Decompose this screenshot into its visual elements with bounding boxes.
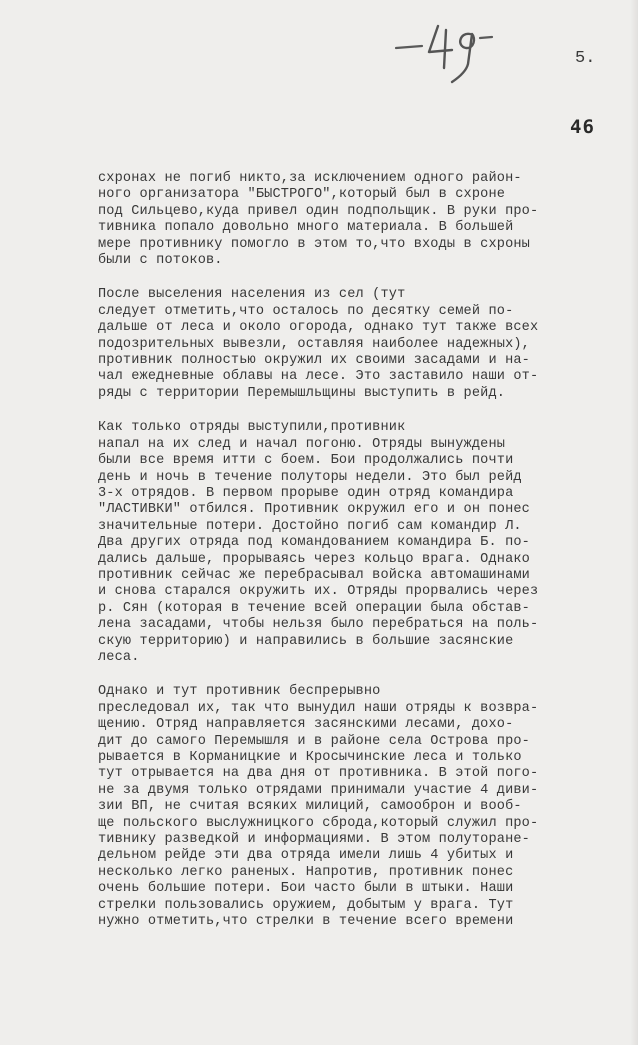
folio-number: 46 — [570, 116, 595, 138]
paragraph-1: схронах не погиб никто,за исключением одного район- ного организатора "БЫСТРОГО",который был в схроне под Сильцево,куда привел один подпольщик. В руки про- тивника попало довольно много материала. В большей мере противнику помогло в этом то,что входы в схроны были с потоков. — [98, 171, 539, 269]
handwritten-page-number — [388, 16, 508, 88]
paragraph-3: Как только отряды выступили,противник напал на их след и начал погоню. Отряды вынуждены были все время итти с боем. Бои продолжались почти день и ночь в течение полуторы недели. Это был рейд 3-х отрядов. В первом прорыве один отряд командира "ЛАСТИВКИ" отбился. Противник окружил его и он понес значительные потери. Достойно погиб сам командир Л. Два других отряда под командованием командира Б. по- дались дальше, прорываясь через кольцо врага. Однако противник сейчас же перебрасывал войска автомашинами и снова старался окружить их. Отряды прорвались через р. Сян (которая в течение всей операции была обстав- лена засадами, чтобы нельзя было перебраться на поль- скую территорию) и направились в большие засянские леса. — [98, 420, 539, 665]
page-edge-shadow — [630, 0, 638, 1045]
paragraph-4: Однако и тут противник беспрерывно преследовал их, так что вынудил наши отряды к возвра- щению. Отряд направляется засянскими лесами, дохо- дит до самого Перемышля и в районе села Острова про- рывается в Корманицкие и Кросычинские леса и только тут отрывается на два дня от противника. В этой пого- не за двумя только отрядами принимали участие 4 диви- зии ВП, не считая всяких милиций, самооброн и вооб- ще польского выслужницкого сброда,который служил про- тивнику разведкой и информациями. В этом полуторане- дельном рейде эти два отряда имели лишь 4 убитых и несколько легко раненых. Напротив, противник понес очень большие потери. Бои часто были в штыки. Наши стрелки пользовались оружием, добытым у врага. Тут нужно отметить,что стрелки в течение всего времени — [98, 684, 539, 930]
handwritten-number-drawing — [388, 16, 508, 88]
paragraph-2: После выселения населения из сел (тут следует отметить,что осталось по десятку семей по- дальше от леса и около огорода, однако тут также всех подозрительных вывезли, оставляя наиболее надежных), противник полностью окружил их своими засадами и на- чал ежедневные облавы на лесе. Это заставило наши от- ряды с территории Перемышльщины выступить в рейд. — [98, 287, 539, 401]
document-body — [98, 171, 618, 930]
typed-page-number: 5. — [575, 49, 596, 68]
